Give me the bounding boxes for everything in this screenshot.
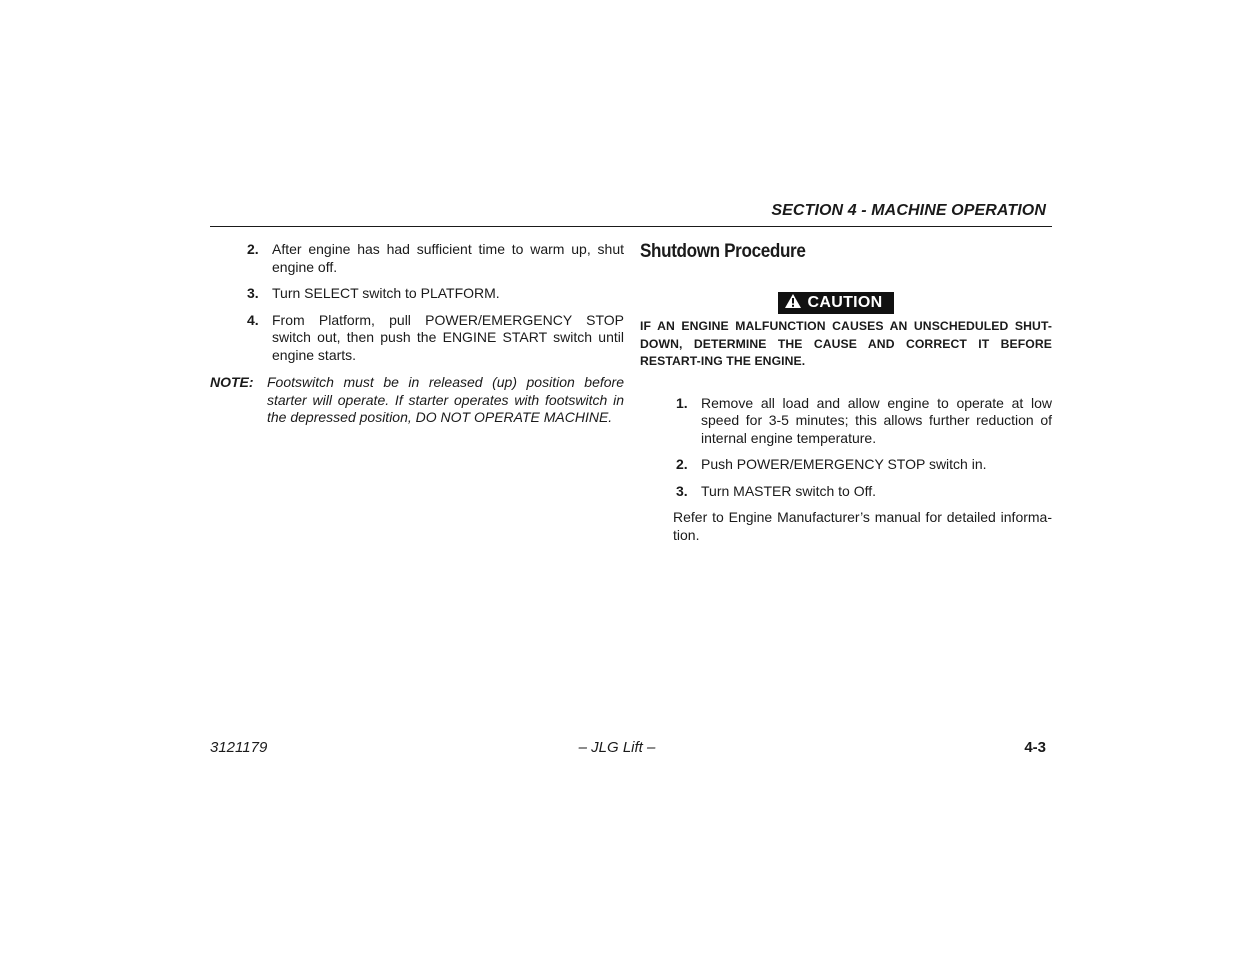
page-number: 4-3 (1024, 739, 1046, 756)
left-column (210, 241, 624, 427)
list-item (673, 483, 1052, 501)
step-number: 1. (676, 394, 688, 411)
right-column (640, 239, 1052, 544)
note-block (210, 374, 624, 427)
step-number: 2. (247, 241, 259, 257)
header-divider (210, 226, 1052, 227)
step-number: 4. (247, 311, 259, 328)
doc-number: 3121179 (210, 739, 268, 756)
note-text: Footswitch must be in released (up) position before starter will operate. If starter operates with footswitch in the depressed position, DO NOT OPERATE MACHINE. (267, 374, 624, 425)
step-number: 3. (676, 482, 688, 499)
caution-text: IF AN ENGINE MALFUNCTION CAUSES AN UNSCHEDULED SHUT-DOWN, DETERMINE THE CAUSE AND CORRECT IT BEFORE RESTART-ING THE ENGINE. (640, 319, 1052, 368)
step-text: Turn SELECT switch to PLATFORM. (272, 285, 500, 301)
warning-triangle-icon (784, 293, 802, 309)
step-number: 2. (676, 456, 688, 472)
footer-brand: – JLG Lift – (578, 739, 656, 756)
step-number: 3. (247, 285, 259, 301)
list-item (673, 456, 1052, 474)
list-item (210, 312, 624, 365)
step-text: Push POWER/EMERGENCY STOP switch in. (701, 456, 987, 472)
note-label: NOTE: (210, 374, 254, 390)
section-header: SECTION 4 - MACHINE OPERATION (771, 202, 1046, 219)
shutdown-steps (673, 395, 1052, 545)
caution-badge (778, 292, 895, 314)
list-item (210, 241, 624, 276)
section-title: Shutdown Procedure (640, 241, 806, 262)
list-item (673, 395, 1052, 448)
step-text: From Platform, pull POWER/EMERGENCY STOP switch out, then push the ENGINE START switch until engine starts. (272, 311, 624, 363)
caution-label: CAUTION (807, 294, 883, 311)
step-text: Remove all load and allow engine to operate at low speed for 3-5 minutes; this allows further reduction of internal engine temperature. (701, 394, 1052, 446)
step-text: Turn MASTER switch to Off. (701, 482, 877, 499)
caution-banner (640, 292, 1052, 316)
list-item (210, 285, 624, 303)
step-text: After engine has had sufficient time to warm up, shut engine off. (272, 241, 624, 275)
refer-text: Refer to Engine Manufacturer’s manual for detailed informa-tion. (673, 509, 1052, 543)
